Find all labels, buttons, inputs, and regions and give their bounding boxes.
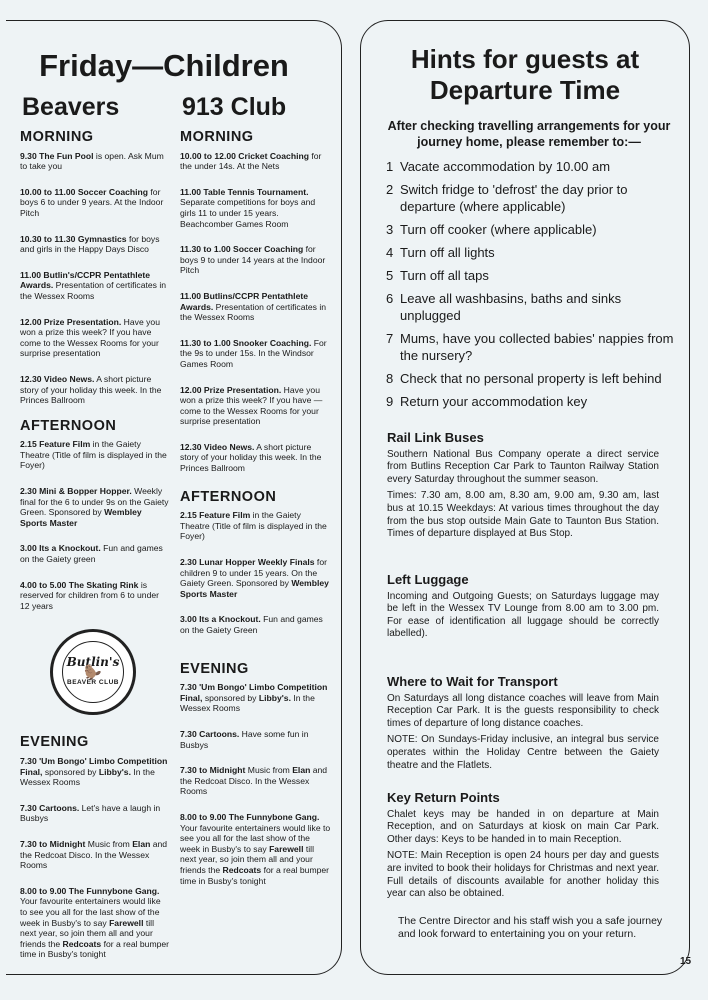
event-time: 2.15 (20, 439, 37, 450)
beavers-morning-event (20, 234, 170, 255)
beavers-morning-event (20, 270, 170, 302)
event-description-tail: for a real bumper time in Busby's tonight (20, 938, 170, 960)
transport-section (387, 676, 659, 776)
event-description: Have some fun in Busbys (180, 728, 309, 750)
club913-evening-list (180, 682, 332, 886)
event-title: Prize Presentation. (203, 384, 282, 395)
event-description: Presentation of certificates in the Wessex Rooms (180, 301, 327, 323)
event-sponsor: Libby's. (258, 692, 291, 703)
rail-link-paragraph-2: Times: 7.30 am, 8.00 am, 8.30 am, 9.00 am, 9.30 am, last bus at 10.15 Weekdays: At various times throughout the day from the bus stop outside Main Gate to Taunton Bus Station. Times of departure displayed at Bus Stop. (387, 490, 659, 540)
event-title: Lunar Hopper Weekly Finals (199, 557, 315, 568)
club913-evening-event (180, 812, 332, 886)
key-return-heading: Key Return Points (387, 790, 500, 805)
beavers-morning-heading: MORNING (20, 129, 94, 145)
event-sponsor: Libby's. (98, 766, 131, 777)
beavers-evening-event (20, 756, 170, 788)
hint-item (386, 181, 682, 215)
event-time: 10.30 to 11.30 (20, 233, 76, 244)
event-title: Soccer Coaching (233, 244, 304, 255)
hint-text: Mums, have you collected babies' nappies from the nursery? (400, 331, 674, 363)
event-sponsor: Farewell (109, 917, 144, 928)
event-time: 10.00 to 12.00 (180, 150, 236, 161)
event-title: Gymnastics (77, 233, 127, 244)
event-sponsor: Elan (132, 838, 151, 849)
hint-number: 1 (386, 159, 394, 174)
beavers-column (20, 129, 170, 975)
club913-morning-list (180, 151, 332, 474)
event-description: Your favourite entertainers would like to see you all for the last show of the week in Busby's to say (20, 896, 161, 928)
left-luggage-paragraph: Incoming and Outgoing Guests; on Saturdays luggage may be left in the Wessex TV Lounge from 8.00 am to 3.00 pm. For ease of identification all luggage should be correctly labelled). (387, 590, 659, 640)
club913-evening-event (180, 765, 332, 797)
hint-number: 9 (386, 394, 394, 409)
event-time: 8.00 to 9.00 (180, 811, 227, 822)
event-description: Let's have a laugh in Busbys (20, 802, 161, 824)
hint-item (386, 330, 682, 364)
club913-afternoon-event (180, 557, 332, 599)
event-description: in the Gaiety Theatre (Title of film is displayed in the Foyer) (180, 510, 327, 542)
hint-text: Return your accommodation key (400, 394, 588, 409)
event-title: The Funnybone Gang. (228, 811, 320, 822)
event-title: Butlins/CCPR Pentathlete Awards. (180, 290, 308, 312)
event-title: Video News. (203, 441, 255, 452)
event-time: 2.30 (20, 486, 37, 497)
club913-evening-event (180, 729, 332, 750)
departure-title-line1: Hints for guests at (410, 44, 640, 74)
beavers-afternoon-list (20, 439, 170, 611)
beavers-morning-event (20, 151, 170, 172)
hint-number: 4 (386, 245, 394, 260)
event-description: Fun and games on the Gaiety green (20, 543, 163, 565)
event-time: 4.00 to 5.00 (20, 579, 67, 590)
event-title: The Skating Rink (68, 579, 139, 590)
hint-number: 6 (386, 291, 394, 306)
event-time: 7.30 (20, 802, 37, 813)
hint-text: Check that no personal property is left behind (400, 371, 662, 386)
event-time: 11.30 to 1.00 (180, 337, 231, 348)
hint-number: 8 (386, 371, 394, 386)
left-luggage-section (387, 574, 659, 645)
event-title: Cricket Coaching (238, 150, 309, 161)
beavers-morning-event (20, 187, 170, 219)
club913-evening-event (180, 682, 332, 714)
event-time: 2.30 (180, 557, 197, 568)
event-description-tail: for a real bumper time in Busby's tonight (180, 864, 330, 886)
event-sponsor: Wembley Sports Master (180, 578, 329, 599)
hint-item (386, 267, 682, 284)
beavers-afternoon-event (20, 439, 170, 471)
event-time: 12.00 (180, 384, 202, 395)
event-description: sponsored by (42, 766, 99, 777)
left-luggage-heading: Left Luggage (387, 572, 469, 587)
club913-morning-event (180, 385, 332, 427)
departure-hints-list (386, 158, 682, 416)
beavers-afternoon-event (20, 580, 170, 612)
page-number: 15 (680, 956, 692, 967)
hint-item (386, 244, 682, 261)
event-title: Prize Presentation. (43, 316, 122, 327)
event-title: 'Um Bongo' Limbo Competition Final, (20, 756, 168, 777)
event-description: sponsored by (202, 692, 259, 703)
event-time: 11.30 to 1.00 (180, 244, 231, 255)
hint-item (386, 158, 682, 175)
event-time: 11.00 (180, 290, 202, 301)
club913-morning-event (180, 244, 332, 276)
club913-title: 913 Club (182, 93, 287, 121)
event-sponsor: Elan (292, 765, 311, 776)
event-description: for the under 14s. At the Nets (180, 150, 322, 172)
event-title: 'Um Bongo' Limbo Competition Final, (180, 682, 328, 703)
club913-morning-event (180, 291, 332, 323)
event-description-tail: till next year, so join them all and your friends the (20, 917, 154, 949)
event-title: Video News. (43, 373, 95, 384)
event-time: 2.15 (180, 510, 197, 521)
beavers-afternoon-heading: AFTERNOON (20, 417, 117, 434)
departure-title-line2: Departure Time (429, 75, 621, 105)
club913-morning-event (180, 151, 332, 172)
event-description-tail: In the Wessex Rooms (180, 692, 315, 714)
hint-text: Leave all washbasins, baths and sinks unplugged (400, 291, 622, 323)
logo-caption-text: BEAVER CLUB (67, 678, 119, 686)
hint-item (386, 221, 682, 238)
beavers-evening-event (20, 839, 170, 871)
rail-link-paragraph-1: Southern National Bus Company operate a direct service from Butlins Reception Car Park to Taunton Railway Station every Saturday throughout the summer season. (387, 448, 659, 485)
event-time: 7.30 to Midnight (180, 765, 246, 776)
departure-intro: After checking travelling arrangements for your journey home, please remember to:— (387, 119, 671, 149)
club913-afternoon-list (180, 510, 332, 635)
club913-morning-event (180, 187, 332, 229)
hint-text: Turn off cooker (where applicable) (400, 222, 597, 237)
hint-number: 3 (386, 222, 394, 237)
beavers-evening-heading: EVENING (20, 734, 89, 751)
club913-column (180, 129, 332, 901)
event-description: for boys 9 to under 14 years at the Indoor Pitch (180, 244, 326, 276)
transport-paragraph-1: On Saturdays all long distance coaches will leave from Main Reception Car Park. It is the guests responsibility to check times of departure of long distance coaches. (387, 692, 659, 729)
event-description-tail: till next year, so join them all and your friends the (180, 843, 314, 875)
hint-number: 2 (386, 182, 394, 197)
event-time: 7.30 (20, 756, 37, 766)
event-description: Weekly final for the 6 to under 9s on the Gaiety Green. Sponsored by (20, 486, 169, 518)
hint-item (386, 290, 682, 324)
beavers-title: Beavers (22, 93, 120, 121)
club913-evening-heading: EVENING (180, 660, 249, 677)
event-time: 3.00 (180, 614, 197, 625)
key-return-paragraph-1: Chalet keys may be handed in on departure at Main Reception, and on Saturdays at kiosk on main Car Park. Other days: Keys to be handed in to main Reception. (387, 808, 659, 845)
event-description: Fun and games on the Gaiety Green (180, 614, 323, 635)
event-time: 7.30 (180, 728, 197, 739)
event-time: 7.30 to Midnight (20, 838, 86, 849)
rail-link-section (387, 432, 659, 545)
event-time: 10.00 to 11.00 (20, 186, 76, 197)
beavers-afternoon-event (20, 486, 170, 528)
event-description: For the 9s to under 15s. In the Windsor Games Room (180, 337, 327, 369)
logo-script-text: Butlin's (66, 654, 120, 669)
hint-text: Switch fridge to 'defrost' the day prior to departure (where applicable) (400, 182, 628, 214)
beavers-evening-list (20, 756, 170, 960)
event-description: Presentation of certificates in the Wessex Rooms (20, 280, 167, 301)
event-title: Feature Film (39, 439, 91, 450)
event-time: 11.00 (180, 186, 202, 197)
departure-title (362, 44, 688, 106)
event-time: 12.00 (20, 316, 42, 327)
club913-morning-heading: MORNING (180, 129, 254, 145)
event-description-tail: and the Redcoat Disco. In the Wessex Rooms (20, 838, 168, 871)
key-return-section (387, 792, 659, 905)
event-title: Butlin's/CCPR Pentathlete Awards. (20, 269, 151, 291)
event-description-tail: and the Redcoat Disco. In the Wessex Rooms (180, 765, 328, 797)
event-title: Cartoons. (199, 728, 240, 739)
event-time: 9.30 (20, 150, 37, 161)
event-title: Cartoons. (39, 802, 80, 813)
event-title: Snooker Coaching. (233, 337, 312, 348)
beaver-club-logo (50, 629, 136, 715)
event-highlight: Redcoats (222, 864, 262, 875)
transport-paragraph-2: NOTE: On Sundays-Friday inclusive, an integral bus service operates within the Holiday Centre between the Gaiety theatre and the Flatlets. (387, 734, 659, 771)
event-description: is reserved for children from 6 to under 12 years (20, 579, 159, 611)
event-description-tail: In the Wessex Rooms (20, 766, 155, 788)
beaver-icon: 🦫 (84, 664, 102, 681)
event-time: 8.00 to 9.00 (20, 885, 67, 896)
event-title: Soccer Coaching (77, 186, 149, 197)
club913-morning-event (180, 338, 332, 370)
hint-text: Turn off all lights (400, 245, 495, 260)
event-title: Feature Film (199, 510, 251, 521)
event-description: is open. Ask Mum to take you (20, 150, 164, 172)
hint-number: 5 (386, 268, 394, 283)
event-time: 12.30 (20, 373, 42, 384)
beaver-club-logo-inner (62, 641, 124, 703)
event-time: 7.30 (180, 682, 197, 693)
hint-number: 7 (386, 331, 394, 346)
hint-text: Vacate accommodation by 10.00 am (400, 159, 611, 174)
hint-item (386, 370, 682, 387)
club913-afternoon-event (180, 510, 332, 542)
beavers-evening-event (20, 803, 170, 824)
event-time: 11.00 (20, 269, 42, 280)
event-description: A short picture story of your holiday this week. In the Princes Ballroom (20, 373, 162, 406)
hint-item (386, 393, 682, 410)
event-title: Its a Knockout. (199, 614, 261, 625)
event-sponsor: Farewell (269, 843, 304, 854)
event-time: 12.30 (180, 441, 202, 452)
event-description: Music from (85, 838, 133, 849)
event-title: Its a Knockout. (39, 543, 101, 554)
event-title: Table Tennis Tournament. (203, 186, 309, 197)
beavers-morning-list (20, 151, 170, 406)
key-return-paragraph-2: NOTE: Main Reception is open 24 hours per day and guests are invited to book their holidays for Christmas and next year. Full details of discounts available for another holiday this year can also be obtained. (387, 850, 659, 900)
event-description: Separate competitions for boys and girls 11 to under 15 years. Beachcomber Games Room (180, 197, 316, 229)
event-description: Have you won a prize this week? If you have — come to the Wessex Rooms for your surprise presentation (180, 384, 323, 427)
event-title: Mini & Bopper Hopper. (39, 486, 132, 497)
event-description: for children 9 to under 15 years. On the Gaiety Green. Sponsored by (180, 557, 327, 589)
event-description: Your favourite entertainers would like to see you all for the last show of the week in Busby's to say (180, 822, 331, 854)
event-title: The Fun Pool (39, 150, 94, 161)
event-description: Music from (245, 765, 293, 776)
closing-message: The Centre Director and his staff wish you a safe journey and look forward to entertaining you on your return. (398, 915, 663, 940)
event-highlight: Redcoats (62, 938, 102, 949)
transport-heading: Where to Wait for Transport (387, 674, 558, 689)
event-description: in the Gaiety Theatre (Title of film is displayed in the Foyer) (20, 439, 167, 471)
beavers-morning-event (20, 317, 170, 359)
event-title: The Funnybone Gang. (68, 885, 160, 896)
rail-link-heading: Rail Link Buses (387, 430, 484, 445)
event-description: for boys and girls in the Happy Days Disco (20, 233, 160, 255)
event-sponsor: Wembley Sports Master (20, 507, 142, 528)
beavers-afternoon-event (20, 543, 170, 564)
hint-text: Turn off all taps (400, 268, 489, 283)
event-description: for boys 6 to under 9 years. At the Indoor Pitch (20, 186, 164, 218)
event-description: A short picture story of your holiday this week. In the Princes Ballroom (180, 441, 322, 474)
beavers-morning-event (20, 374, 170, 406)
club913-afternoon-heading: AFTERNOON (180, 488, 277, 505)
beavers-evening-event (20, 886, 170, 960)
event-description: Have you won a prize this week? If you have come to the Wessex Rooms for your surprise presentation (20, 316, 160, 359)
event-time: 3.00 (20, 543, 37, 554)
page-title: Friday—Children (39, 48, 289, 83)
club913-morning-event (180, 442, 332, 474)
club913-afternoon-event (180, 614, 332, 635)
